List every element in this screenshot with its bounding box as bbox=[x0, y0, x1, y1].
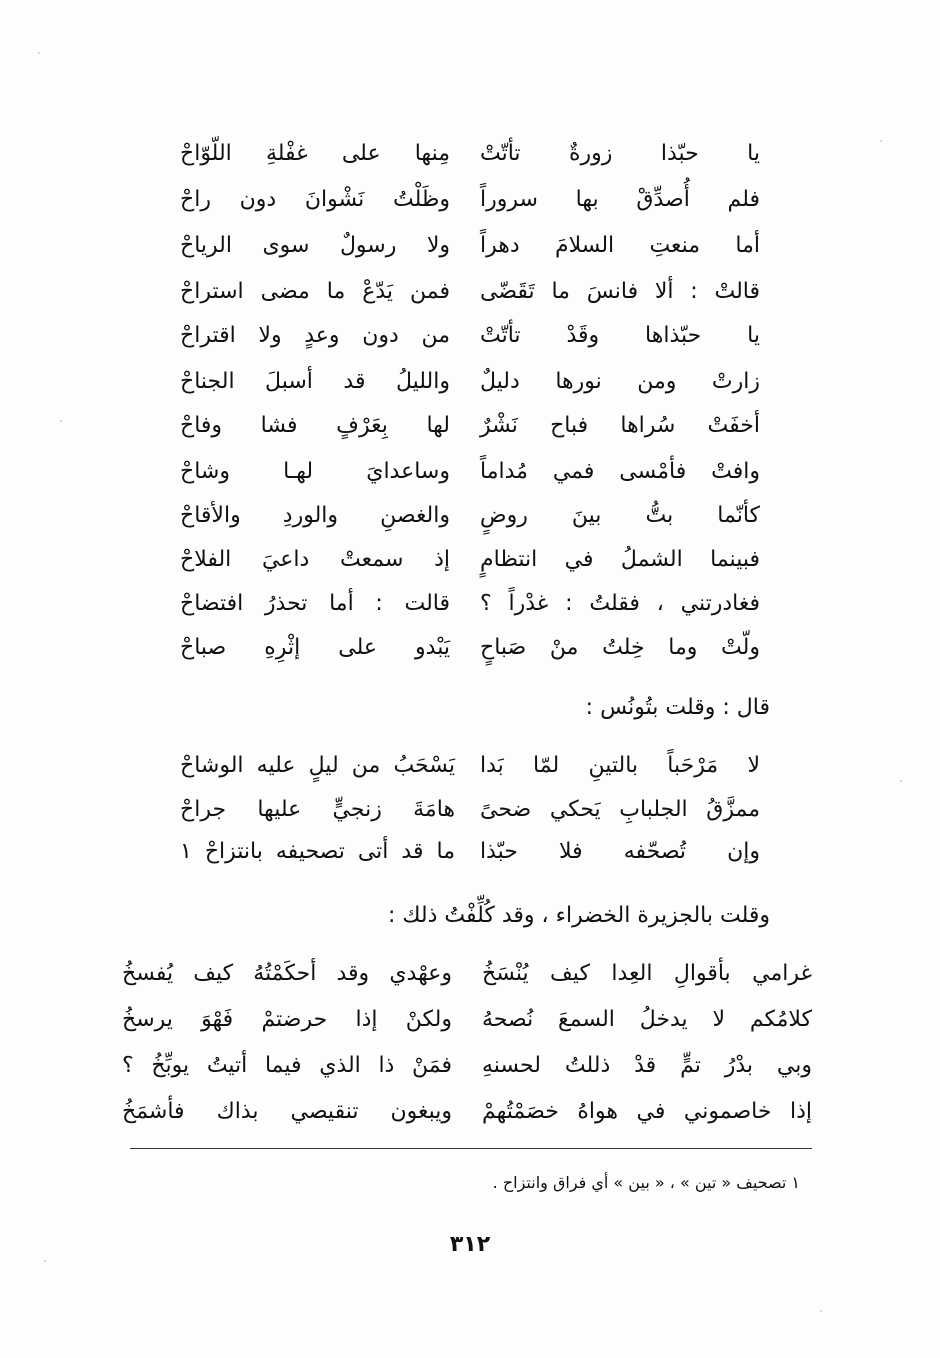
page-number: ٣١٢ bbox=[449, 1232, 491, 1257]
verse bbox=[180, 590, 760, 618]
verse-first-hemistich: غرامي بأقوالِ العِدا كيف يُنْسَخُ bbox=[482, 961, 812, 986]
verse-second-hemistich: قالت : أما تحذرُ افتضاحْ bbox=[180, 591, 450, 616]
verse-second-hemistich: يَسْحَبُ من ليلٍ عليه الوشاحْ bbox=[180, 753, 455, 778]
verse-first-hemistich: وافتْ فأمْسى فمي مُداماً bbox=[480, 459, 760, 484]
verse-second-hemistich: ولكنْ إذا حرضتمْ فَهْوَ يرسخُ bbox=[122, 1007, 452, 1032]
verse bbox=[180, 232, 760, 260]
verse-first-hemistich: فغادرتني ، فقلتُ : غدْراً ؟ bbox=[480, 591, 760, 616]
paper-speck bbox=[880, 140, 882, 142]
verse-second-hemistich: فمَنْ ذا الذي فيما أتيتُ يوبِّخُ ؟ bbox=[122, 1053, 452, 1078]
verse-second-hemistich: وعهْدي وقد أحكَمْتُهُ كيف يُفسخُ bbox=[122, 961, 452, 986]
verse bbox=[180, 634, 760, 662]
verse-second-hemistich: وساعدايَ لهـا وشاحْ bbox=[180, 459, 450, 484]
verse-second-hemistich: والليلُ قد أسبلَ الجناحْ bbox=[180, 369, 450, 394]
verse-first-hemistich: قالتْ : ألا فانسَ ما تَقَضّى bbox=[480, 279, 760, 304]
verse-second-hemistich: والغصنِ والوردِ والأقاحْ bbox=[180, 503, 450, 528]
verse-first-hemistich: ممزَّقُ الجلبابِ يَحكي ضحىً bbox=[480, 797, 760, 822]
verse-second-hemistich: هامَةَ زنجيٍّ عليها جراحْ bbox=[180, 797, 455, 822]
paper-speck bbox=[38, 52, 40, 54]
verse bbox=[122, 1052, 812, 1080]
paper-speck bbox=[44, 1260, 46, 1262]
verse bbox=[180, 322, 760, 350]
verse bbox=[122, 1006, 812, 1034]
verse-first-hemistich: أما منعتِ السلامَ دهراً bbox=[480, 233, 760, 258]
verse-second-hemistich: فمن يَدّعْ ما مضى استراحْ bbox=[180, 279, 450, 304]
verse bbox=[180, 838, 760, 866]
verse-second-hemistich: ويبغون تنقيصي بذاك فأشمَخُ bbox=[122, 1099, 452, 1124]
verse-first-hemistich: فبينما الشملُ في انتظامٍ bbox=[480, 547, 760, 572]
footnote: ١ تصحيف « تين » ، « بين » أي فراق وانتزاح . bbox=[492, 1173, 800, 1192]
verse bbox=[180, 368, 760, 396]
verse-first-hemistich: كأنّما بتُّ بينَ روضٍ bbox=[480, 503, 760, 528]
verse bbox=[180, 752, 760, 780]
paper-speck bbox=[60, 420, 62, 422]
verse-first-hemistich: وإن تُصحّفه فلا حبّذا bbox=[480, 839, 760, 864]
verse bbox=[180, 186, 760, 214]
verse-second-hemistich: من دون وعدٍ ولا اقتراحْ bbox=[180, 323, 450, 348]
prose-intro: وقلت بالجزيرة الخضراء ، وقد كُلِّفْتُ ذلك : bbox=[387, 903, 770, 928]
verse-first-hemistich: فلم أُصدِّقْ بها سروراً bbox=[480, 187, 760, 212]
verse bbox=[180, 278, 760, 306]
verse-first-hemistich: إذا خاصموني في هواهُ خصَمْتُهمْ bbox=[482, 1099, 812, 1124]
verse-first-hemistich: كلامُكم لا يدخلُ السمعَ نُصحهُ bbox=[482, 1007, 812, 1032]
verse bbox=[180, 140, 760, 168]
prose-intro: قال : وقلت بتُونُس : bbox=[585, 695, 770, 720]
verse-second-hemistich: إذ سمعتْ داعيَ الفلاحْ bbox=[180, 547, 450, 572]
verse-first-hemistich: أخفَتْ سُراها فباح نَشْرٌ bbox=[480, 413, 760, 438]
verse bbox=[180, 502, 760, 530]
verse-second-hemistich: ولا رسولٌ سوى الرياحْ bbox=[180, 233, 450, 258]
verse bbox=[122, 960, 812, 988]
verse bbox=[122, 1098, 812, 1126]
verse-first-hemistich: يا حبّذاها وقَدْ تأتّتْ bbox=[480, 323, 760, 348]
verse-first-hemistich: زارتْ ومن نورها دليلٌ bbox=[480, 369, 760, 394]
verse-second-hemistich: لها بِعَرْفٍ فشا وفاحْ bbox=[180, 413, 450, 438]
footnote-rule bbox=[130, 1148, 812, 1149]
verse-first-hemistich: لا مَرْحَباً بالتينِ لمّا بَدا bbox=[480, 753, 760, 778]
verse bbox=[180, 546, 760, 574]
verse bbox=[180, 458, 760, 486]
verse-first-hemistich: ولّتْ وما خِلتُ منْ صَباحٍ bbox=[480, 635, 760, 660]
verse-second-hemistich: مِنها على غفْلةِ اللّوّاحْ bbox=[180, 141, 450, 166]
verse-first-hemistich: وبي بدْرُ تمٍّ قدْ ذللتُ لحسنهِ bbox=[482, 1053, 812, 1078]
verse-second-hemistich: ما قد أتى تصحيفه بانتزاحْ ١ bbox=[180, 839, 455, 864]
verse-first-hemistich: يا حبّذا زورةٌ تأتّتْ bbox=[480, 141, 760, 166]
paper-speck bbox=[820, 1310, 822, 1312]
verse bbox=[180, 796, 760, 824]
verse bbox=[180, 412, 760, 440]
verse-second-hemistich: يَبْدو على إثْرِهِ صباحْ bbox=[180, 635, 450, 660]
verse-second-hemistich: وظَلْتُ نَشْوانَ دون راحْ bbox=[180, 187, 450, 212]
paper-speck bbox=[900, 780, 902, 782]
